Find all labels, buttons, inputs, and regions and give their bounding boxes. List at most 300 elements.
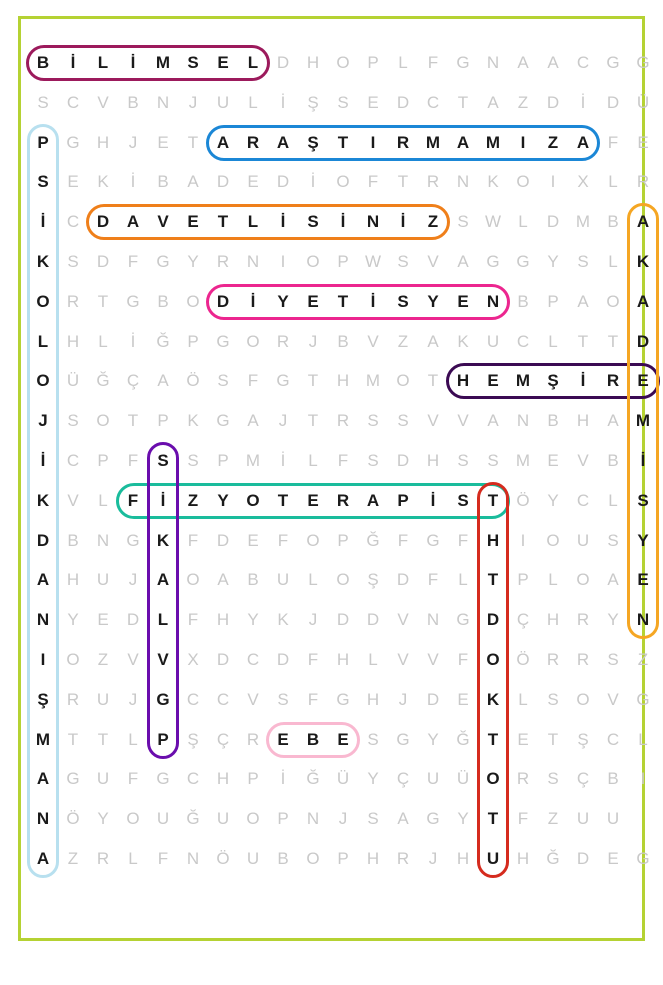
grid-cell[interactable]: L	[518, 689, 528, 709]
grid-cell[interactable]: F	[307, 689, 319, 709]
grid-cell[interactable]: E	[607, 849, 619, 868]
grid-cell[interactable]: H	[456, 371, 470, 391]
grid-cell[interactable]: E	[187, 212, 199, 232]
grid-cell[interactable]: T	[457, 92, 469, 112]
grid-cell[interactable]: J	[278, 411, 288, 431]
grid-cell[interactable]: C	[246, 650, 260, 669]
grid-cell[interactable]: G	[66, 769, 80, 789]
grid-cell[interactable]: A	[576, 132, 590, 152]
grid-cell[interactable]: G	[216, 411, 230, 431]
grid-cell[interactable]: İ	[280, 212, 286, 232]
grid-cell[interactable]: S	[367, 451, 379, 470]
grid-cell[interactable]: P	[367, 53, 379, 72]
grid-cell[interactable]: N	[456, 172, 470, 192]
grid-cell[interactable]: A	[517, 53, 529, 72]
grid-cell[interactable]: I	[640, 769, 646, 789]
grid-cell[interactable]: S	[607, 650, 619, 669]
grid-cell[interactable]: K	[156, 530, 170, 550]
grid-cell[interactable]: G	[636, 53, 650, 72]
grid-cell[interactable]: S	[547, 769, 559, 789]
grid-cell[interactable]: L	[458, 570, 468, 590]
grid-cell[interactable]: S	[187, 53, 199, 72]
grid-cell[interactable]: N	[366, 212, 380, 232]
grid-cell[interactable]: S	[577, 252, 589, 271]
grid-cell[interactable]: N	[486, 53, 500, 72]
grid-cell[interactable]: V	[157, 650, 169, 669]
grid-cell[interactable]: B	[157, 172, 169, 192]
grid-cell[interactable]: L	[518, 212, 528, 232]
grid-cell[interactable]: H	[546, 610, 560, 630]
grid-cell[interactable]: M	[635, 411, 651, 431]
grid-cell[interactable]: H	[576, 411, 590, 431]
grid-cell[interactable]: M	[245, 451, 261, 470]
grid-cell[interactable]: H	[366, 849, 380, 868]
grid-cell[interactable]: L	[608, 172, 618, 192]
grid-cell[interactable]: F	[187, 530, 199, 550]
grid-cell[interactable]: T	[337, 132, 349, 152]
grid-cell[interactable]: F	[127, 490, 139, 510]
grid-cell[interactable]: B	[517, 291, 529, 311]
grid-cell[interactable]: B	[547, 411, 559, 431]
grid-cell[interactable]: Y	[427, 291, 439, 311]
grid-cell[interactable]: D	[426, 689, 440, 709]
grid-cell[interactable]: G	[456, 53, 470, 72]
grid-cell[interactable]: J	[128, 689, 138, 709]
grid-cell[interactable]: F	[307, 650, 319, 669]
grid-cell[interactable]: B	[607, 769, 619, 789]
grid-cell[interactable]: İ	[250, 291, 256, 311]
grid-cell[interactable]: L	[248, 92, 258, 112]
grid-cell[interactable]: E	[517, 729, 529, 749]
grid-cell[interactable]: Y	[457, 809, 469, 829]
grid-cell[interactable]: S	[547, 689, 559, 709]
grid-cell[interactable]: U	[576, 530, 590, 550]
grid-cell[interactable]: Ü	[66, 371, 80, 391]
grid-cell[interactable]: D	[216, 291, 230, 311]
grid-cell[interactable]: F	[127, 769, 139, 789]
grid-cell[interactable]: F	[127, 451, 139, 470]
grid-cell[interactable]: A	[36, 570, 50, 590]
grid-cell[interactable]: F	[427, 570, 439, 590]
grid-cell[interactable]: T	[307, 371, 319, 391]
grid-cell[interactable]: K	[187, 411, 199, 431]
grid-cell[interactable]: G	[66, 132, 80, 152]
grid-cell[interactable]: O	[486, 769, 500, 789]
grid-cell[interactable]: E	[217, 53, 229, 72]
grid-cell[interactable]: O	[336, 172, 350, 192]
grid-cell[interactable]: P	[97, 451, 109, 470]
grid-cell[interactable]: N	[246, 252, 260, 271]
grid-cell[interactable]: J	[188, 92, 198, 112]
grid-cell[interactable]: T	[187, 132, 199, 152]
grid-cell[interactable]: A	[187, 172, 199, 192]
grid-cell[interactable]: H	[516, 849, 530, 868]
grid-cell[interactable]: J	[428, 849, 438, 868]
grid-cell[interactable]: P	[157, 411, 169, 431]
grid-cell[interactable]: İ	[160, 490, 166, 510]
grid-cell[interactable]: P	[37, 132, 49, 152]
grid-cell[interactable]: D	[366, 610, 380, 630]
grid-cell[interactable]: V	[97, 92, 109, 112]
grid-cell[interactable]: S	[367, 729, 379, 749]
grid-cell[interactable]: G	[636, 849, 650, 868]
grid-cell[interactable]: N	[486, 291, 500, 311]
grid-cell[interactable]: Z	[397, 331, 409, 351]
grid-cell[interactable]: D	[96, 252, 110, 271]
grid-cell[interactable]: İ	[280, 769, 286, 789]
grid-cell[interactable]: Ğ	[456, 729, 470, 749]
grid-cell[interactable]: L	[37, 331, 49, 351]
grid-cell[interactable]: T	[97, 729, 109, 749]
grid-cell[interactable]: R	[516, 769, 530, 789]
grid-cell[interactable]: J	[308, 331, 318, 351]
grid-cell[interactable]: H	[336, 650, 350, 669]
grid-cell[interactable]: S	[277, 689, 289, 709]
grid-cell[interactable]: E	[247, 172, 259, 192]
grid-cell[interactable]: A	[366, 490, 380, 510]
grid-cell[interactable]: H	[306, 53, 320, 72]
grid-cell[interactable]: M	[575, 212, 591, 232]
grid-cell[interactable]: T	[217, 212, 229, 232]
grid-cell[interactable]: G	[156, 252, 170, 271]
grid-cell[interactable]: S	[487, 451, 499, 470]
grid-cell[interactable]: G	[396, 729, 410, 749]
grid-cell[interactable]: T	[487, 729, 499, 749]
grid-cell[interactable]: B	[127, 92, 139, 112]
grid-cell[interactable]: E	[547, 451, 559, 470]
grid-cell[interactable]: F	[127, 252, 139, 271]
grid-cell[interactable]: D	[276, 172, 290, 192]
grid-cell[interactable]: E	[277, 729, 289, 749]
grid-cell[interactable]: N	[636, 610, 650, 630]
grid-cell[interactable]: L	[128, 849, 138, 868]
grid-cell[interactable]: P	[217, 451, 229, 470]
grid-cell[interactable]: İ	[70, 53, 76, 72]
grid-cell[interactable]: U	[426, 769, 440, 789]
grid-cell[interactable]: J	[128, 132, 138, 152]
grid-cell[interactable]: G	[126, 291, 140, 311]
grid-cell[interactable]: B	[607, 451, 619, 470]
grid-cell[interactable]: T	[487, 490, 499, 510]
grid-cell[interactable]: Y	[217, 490, 229, 510]
grid-cell[interactable]: V	[397, 610, 409, 630]
grid-cell[interactable]: Z	[517, 92, 529, 112]
grid-cell[interactable]: İ	[310, 172, 316, 192]
grid-cell[interactable]: H	[216, 769, 230, 789]
grid-cell[interactable]: D	[606, 92, 620, 112]
grid-cell[interactable]: L	[638, 729, 648, 749]
grid-cell[interactable]: D	[36, 530, 50, 550]
grid-cell[interactable]: T	[607, 331, 619, 351]
grid-cell[interactable]: N	[36, 809, 50, 829]
grid-cell[interactable]: Z	[187, 490, 199, 510]
grid-cell[interactable]: R	[336, 490, 350, 510]
grid-cell[interactable]: N	[156, 92, 170, 112]
grid-cell[interactable]: K	[277, 610, 289, 630]
grid-cell[interactable]: W	[484, 212, 502, 232]
grid-cell[interactable]: N	[36, 610, 50, 630]
grid-cell[interactable]: P	[187, 331, 199, 351]
grid-cell[interactable]: I	[280, 252, 286, 271]
grid-cell[interactable]: G	[636, 689, 650, 709]
grid-cell[interactable]: K	[36, 252, 50, 271]
grid-cell[interactable]: L	[608, 252, 618, 271]
grid-cell[interactable]: H	[96, 132, 110, 152]
grid-cell[interactable]: A	[456, 132, 470, 152]
grid-cell[interactable]: H	[486, 530, 500, 550]
grid-cell[interactable]: T	[67, 729, 79, 749]
grid-cell[interactable]: E	[637, 570, 649, 590]
grid-cell[interactable]: R	[96, 849, 110, 868]
grid-cell[interactable]: U	[576, 809, 590, 829]
grid-cell[interactable]: S	[367, 809, 379, 829]
grid-cell[interactable]: C	[216, 689, 230, 709]
grid-cell[interactable]: V	[427, 411, 439, 431]
grid-cell[interactable]: P	[277, 809, 289, 829]
grid-cell[interactable]: R	[216, 252, 230, 271]
grid-cell[interactable]: R	[576, 650, 590, 669]
grid-cell[interactable]: F	[157, 849, 169, 868]
grid-cell[interactable]: L	[97, 53, 109, 72]
grid-cell[interactable]: P	[157, 729, 169, 749]
grid-cell[interactable]: E	[637, 132, 649, 152]
grid-cell[interactable]: U	[486, 849, 500, 868]
grid-cell[interactable]: E	[247, 530, 259, 550]
grid-cell[interactable]: Y	[637, 530, 649, 550]
grid-cell[interactable]: T	[547, 729, 559, 749]
grid-cell[interactable]: O	[336, 570, 350, 590]
grid-cell[interactable]: C	[186, 769, 200, 789]
grid-cell[interactable]: S	[367, 411, 379, 431]
grid-cell[interactable]: D	[96, 212, 110, 232]
grid-cell[interactable]: D	[276, 53, 290, 72]
grid-cell[interactable]: F	[397, 530, 409, 550]
grid-cell[interactable]: L	[308, 451, 318, 470]
grid-cell[interactable]: C	[576, 490, 590, 510]
grid-cell[interactable]: O	[606, 291, 620, 311]
grid-cell[interactable]: F	[457, 650, 469, 669]
grid-cell[interactable]: O	[576, 689, 590, 709]
grid-cell[interactable]: Ç	[396, 769, 410, 789]
grid-cell[interactable]: U	[276, 570, 290, 590]
grid-cell[interactable]: T	[427, 371, 439, 391]
grid-cell[interactable]: F	[187, 610, 199, 630]
grid-cell[interactable]: A	[607, 570, 619, 590]
grid-cell[interactable]: İ	[400, 212, 406, 232]
grid-cell[interactable]: U	[606, 809, 620, 829]
grid-cell[interactable]: R	[426, 172, 440, 192]
grid-cell[interactable]: Ş	[577, 729, 589, 749]
grid-cell[interactable]: A	[36, 849, 50, 868]
grid-cell[interactable]: G	[156, 769, 170, 789]
grid-cell[interactable]: Ç	[216, 729, 230, 749]
grid-cell[interactable]: U	[96, 769, 110, 789]
grid-cell[interactable]: F	[247, 371, 259, 391]
grid-cell[interactable]: B	[306, 729, 320, 749]
grid-cell[interactable]: G	[426, 530, 440, 550]
grid-cell[interactable]: Y	[427, 729, 439, 749]
grid-cell[interactable]: L	[368, 650, 378, 669]
grid-cell[interactable]: M	[485, 132, 501, 152]
grid-cell[interactable]: C	[576, 53, 590, 72]
grid-cell[interactable]: L	[548, 570, 558, 590]
grid-cell[interactable]: Ö	[66, 809, 80, 829]
grid-cell[interactable]: R	[396, 849, 410, 868]
grid-cell[interactable]: R	[246, 132, 260, 152]
grid-cell[interactable]: A	[577, 291, 589, 311]
grid-cell[interactable]: G	[126, 530, 140, 550]
grid-cell[interactable]: Z	[427, 212, 439, 232]
grid-cell[interactable]: R	[606, 371, 620, 391]
grid-cell[interactable]: J	[398, 689, 408, 709]
grid-cell[interactable]: S	[637, 490, 649, 510]
grid-cell[interactable]: F	[457, 530, 469, 550]
grid-cell[interactable]: V	[607, 689, 619, 709]
grid-cell[interactable]: E	[157, 132, 169, 152]
grid-cell[interactable]: F	[367, 172, 379, 192]
grid-cell[interactable]: R	[336, 411, 350, 431]
grid-cell[interactable]: K	[457, 331, 469, 351]
grid-cell[interactable]: İ	[280, 451, 286, 470]
grid-cell[interactable]: O	[36, 371, 50, 391]
grid-cell[interactable]: O	[186, 291, 200, 311]
grid-cell[interactable]: S	[67, 252, 79, 271]
grid-cell[interactable]: X	[187, 650, 199, 669]
grid-cell[interactable]: Ö	[186, 371, 200, 391]
grid-cell[interactable]: F	[607, 132, 619, 152]
grid-cell[interactable]: D	[636, 331, 650, 351]
grid-cell[interactable]: D	[216, 530, 230, 550]
grid-cell[interactable]: Z	[547, 132, 559, 152]
grid-cell[interactable]: K	[97, 172, 109, 192]
grid-cell[interactable]: Ş	[307, 132, 319, 152]
grid-cell[interactable]: H	[66, 331, 80, 351]
grid-cell[interactable]: Y	[607, 610, 619, 630]
grid-cell[interactable]: N	[306, 809, 320, 829]
grid-cell[interactable]: D	[396, 570, 410, 590]
grid-cell[interactable]: S	[397, 411, 409, 431]
grid-cell[interactable]: O	[306, 849, 320, 868]
grid-cell[interactable]: F	[277, 530, 289, 550]
grid-cell[interactable]: V	[457, 411, 469, 431]
grid-cell[interactable]: Y	[547, 252, 559, 271]
grid-cell[interactable]: A	[216, 132, 230, 152]
grid-cell[interactable]: İ	[130, 53, 136, 72]
grid-cell[interactable]: A	[156, 570, 170, 590]
grid-cell[interactable]: H	[366, 689, 380, 709]
grid-cell[interactable]: İ	[580, 92, 586, 112]
grid-cell[interactable]: R	[66, 291, 80, 311]
grid-cell[interactable]: T	[307, 411, 319, 431]
grid-cell[interactable]: V	[127, 650, 139, 669]
grid-cell[interactable]: S	[457, 212, 469, 232]
grid-cell[interactable]: Ö	[216, 849, 230, 868]
grid-cell[interactable]: H	[456, 849, 470, 868]
grid-cell[interactable]: A	[636, 291, 650, 311]
grid-cell[interactable]: G	[156, 689, 170, 709]
grid-cell[interactable]: K	[36, 490, 50, 510]
grid-cell[interactable]: H	[426, 451, 440, 470]
grid-cell[interactable]: I	[520, 530, 526, 550]
grid-cell[interactable]: Y	[247, 610, 259, 630]
grid-cell[interactable]: P	[247, 769, 259, 789]
grid-cell[interactable]: O	[546, 530, 560, 550]
grid-cell[interactable]: C	[516, 331, 530, 351]
grid-cell[interactable]: N	[186, 849, 200, 868]
grid-cell[interactable]: D	[276, 650, 290, 669]
grid-cell[interactable]: S	[37, 92, 49, 112]
grid-cell[interactable]: O	[246, 490, 260, 510]
grid-cell[interactable]: F	[337, 451, 349, 470]
grid-cell[interactable]: T	[577, 331, 589, 351]
grid-cell[interactable]: O	[516, 172, 530, 192]
grid-cell[interactable]: G	[516, 252, 530, 271]
grid-cell[interactable]: J	[308, 610, 318, 630]
grid-cell[interactable]: Ç	[516, 610, 530, 630]
grid-cell[interactable]: P	[337, 252, 349, 271]
grid-cell[interactable]: K	[636, 252, 650, 271]
grid-cell[interactable]: R	[636, 172, 650, 192]
grid-cell[interactable]: R	[546, 650, 560, 669]
grid-cell[interactable]: B	[607, 212, 619, 232]
grid-cell[interactable]: Ğ	[306, 769, 320, 789]
grid-cell[interactable]: L	[247, 53, 259, 72]
grid-cell[interactable]: U	[156, 809, 170, 829]
grid-cell[interactable]: O	[66, 650, 80, 669]
grid-cell[interactable]: Ö	[516, 490, 530, 510]
grid-cell[interactable]: L	[398, 53, 408, 72]
grid-cell[interactable]: S	[397, 291, 409, 311]
grid-cell[interactable]: O	[576, 570, 590, 590]
grid-cell[interactable]: V	[427, 252, 439, 271]
grid-cell[interactable]: H	[336, 371, 350, 391]
grid-cell[interactable]: V	[577, 451, 589, 470]
grid-cell[interactable]: C	[186, 689, 200, 709]
grid-cell[interactable]: Ü	[636, 92, 650, 112]
grid-cell[interactable]: K	[486, 689, 500, 709]
grid-cell[interactable]: E	[307, 490, 319, 510]
grid-cell[interactable]: A	[276, 132, 290, 152]
grid-cell[interactable]: Ş	[187, 729, 199, 749]
grid-cell[interactable]: D	[336, 610, 350, 630]
grid-cell[interactable]: F	[427, 53, 439, 72]
grid-cell[interactable]: S	[217, 371, 229, 391]
grid-cell[interactable]: O	[126, 809, 140, 829]
grid-cell[interactable]: A	[126, 212, 140, 232]
grid-cell[interactable]: T	[127, 411, 139, 431]
grid-cell[interactable]: D	[546, 92, 560, 112]
grid-cell[interactable]: İ	[40, 212, 46, 232]
grid-cell[interactable]: S	[157, 451, 169, 470]
grid-cell[interactable]: L	[98, 490, 108, 510]
grid-cell[interactable]: E	[457, 291, 469, 311]
grid-cell[interactable]: D	[216, 650, 230, 669]
grid-cell[interactable]: A	[547, 53, 559, 72]
grid-cell[interactable]: L	[308, 570, 318, 590]
grid-cell[interactable]: B	[36, 53, 50, 72]
grid-cell[interactable]: O	[306, 530, 320, 550]
grid-cell[interactable]: G	[216, 331, 230, 351]
letter-grid[interactable]	[21, 19, 651, 944]
grid-cell[interactable]: Z	[97, 650, 109, 669]
grid-cell[interactable]: A	[217, 570, 229, 590]
grid-cell[interactable]: N	[516, 411, 530, 431]
grid-cell[interactable]: B	[67, 530, 79, 550]
grid-cell[interactable]: T	[487, 570, 499, 590]
grid-cell[interactable]: Y	[547, 490, 559, 510]
grid-cell[interactable]: L	[98, 331, 108, 351]
grid-cell[interactable]: T	[97, 291, 109, 311]
